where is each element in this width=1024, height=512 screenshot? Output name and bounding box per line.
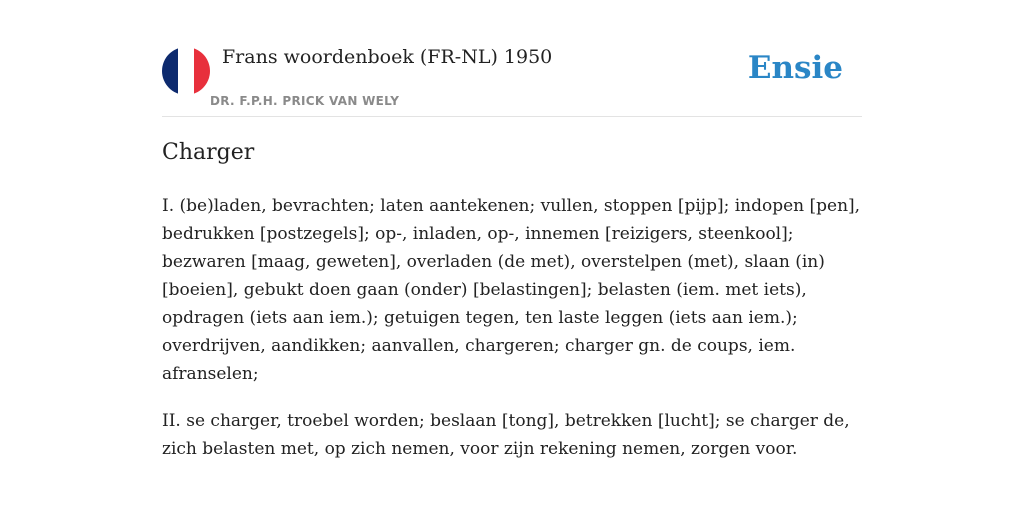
ensie-logo-link[interactable]: Ensie (747, 50, 843, 86)
dictionary-header (162, 40, 862, 117)
dictionary-author: DR. F.P.H. PRICK VAN WELY (210, 94, 400, 108)
definition-paragraph: I. (be)laden, bevrachten; laten aantekenen; vullen, stoppen [pijp]; indopen [pen], bedrukken [postzegels]; op-, inladen, op-, innemen [reizigers, steenkool]; bezwaren [maag, geweten], overladen (de met), overstelpen (met), slaan (in) [boeien], gebukt doen gaan (onder) [belastingen]; belasten (iem. met iets), opdragen (iets aan iem.); getuigen tegen, ten laste leggen (iets aan iem.); overdrijven, aandikken; aanvallen, chargeren; charger gn. de coups, iem. afranselen; (162, 196, 861, 384)
definition-paragraph: II. se charger, troebel worden; beslaan [tong], betrekken [lucht]; se charger de, zich belasten met, op zich nemen, voor zijn rekening nemen, zorgen voor. (162, 411, 850, 459)
dictionary-title[interactable]: Frans woordenboek (FR-NL) 1950 (222, 46, 553, 68)
france-flag-icon (162, 47, 210, 95)
entry-headword: Charger (162, 140, 255, 165)
